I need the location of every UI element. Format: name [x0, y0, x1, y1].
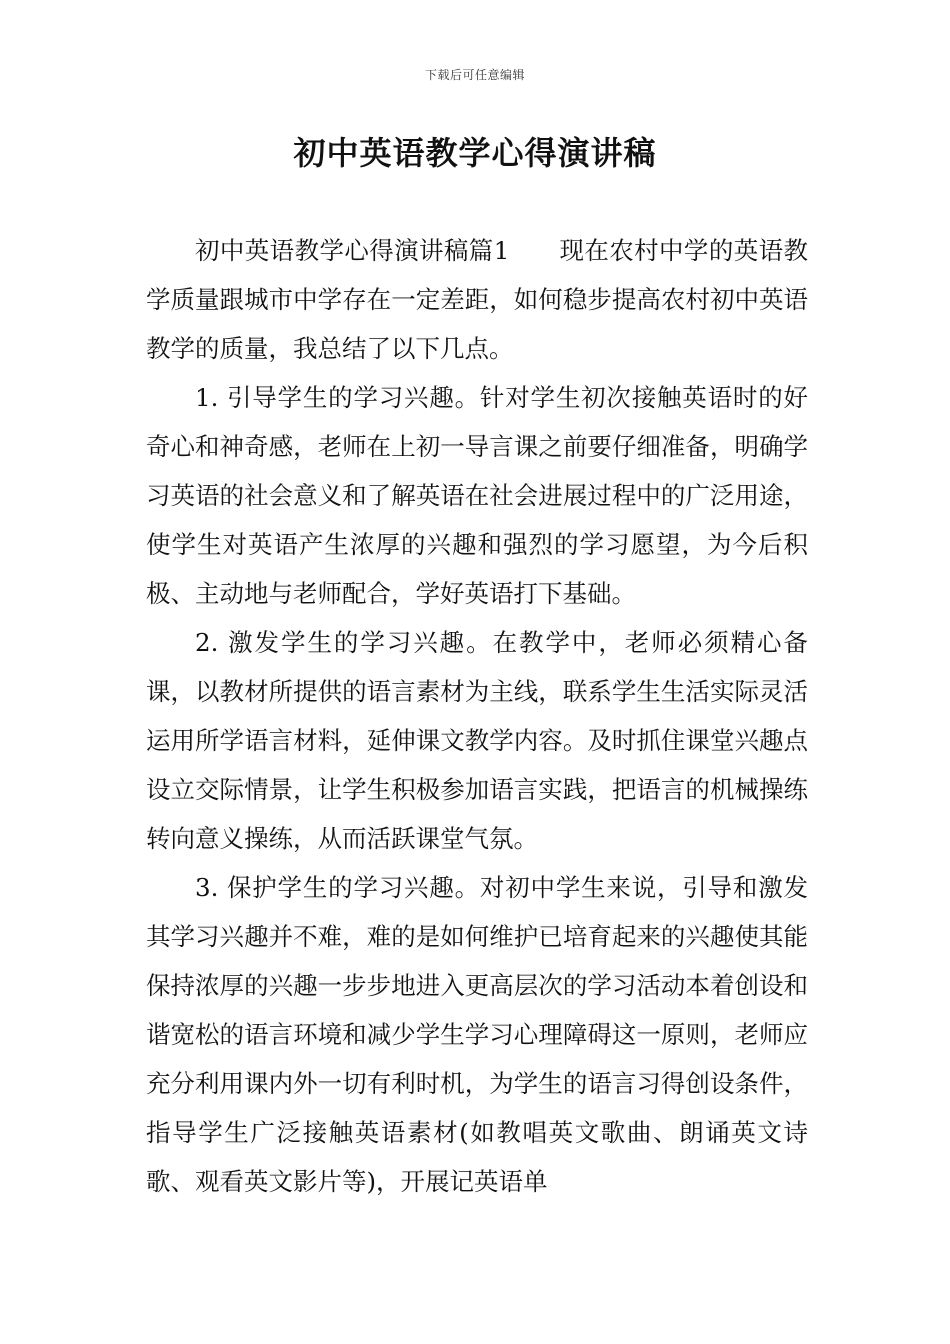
paragraph-point-1: 1. 引导学生的学习兴趣。针对学生初次接触英语时的好奇心和神奇感，老师在上初一导言课之前要仔细准备，明确学习英语的社会意义和了解英语在社会进展过程中的广泛用途，使学生对英语产生浓厚的兴趣和强烈的学习愿望，为今后积极、主动地与老师配合，学好英语打下基础。 [146, 383, 808, 608]
header-note: 下载后可任意编辑 [424, 68, 525, 82]
paragraph-point-2: 2. 激发学生的学习兴趣。在教学中，老师必须精心备课，以教材所提供的语言素材为主线，联系学生生活实际灵活运用所学语言材料，延伸课文教学内容。及时抓住课堂兴趣点设立交际情景，让学生积极参加语言实践，把语言的机械操练转向意义操练，从而活跃课堂气氛。 [146, 628, 808, 853]
paragraph-point-3: 3. 保护学生的学习兴趣。对初中学生来说，引导和激发其学习兴趣并不难，难的是如何维护已培育起来的兴趣使其能保持浓厚的兴趣一步步地进入更高层次的学习活动本着创设和谐宽松的语言环境和减少学生学习心理障碍这一原则，老师应充分利用课内外一切有利时机，为学生的语言习得创设条件，指导学生广泛接触英语素材(如教唱英文歌曲、朗诵英文诗歌、观看英文影片等)，开展记英语单 [146, 873, 808, 1196]
paragraph-intro: 初中英语教学心得演讲稿篇1 现在农村中学的英语教学质量跟城市中学存在一定差距，如何稳步提高农村初中英语教学的质量，我总结了以下几点。 [146, 236, 808, 363]
document-body [146, 226, 808, 1206]
document-title: 初中英语教学心得演讲稿 [293, 134, 657, 172]
